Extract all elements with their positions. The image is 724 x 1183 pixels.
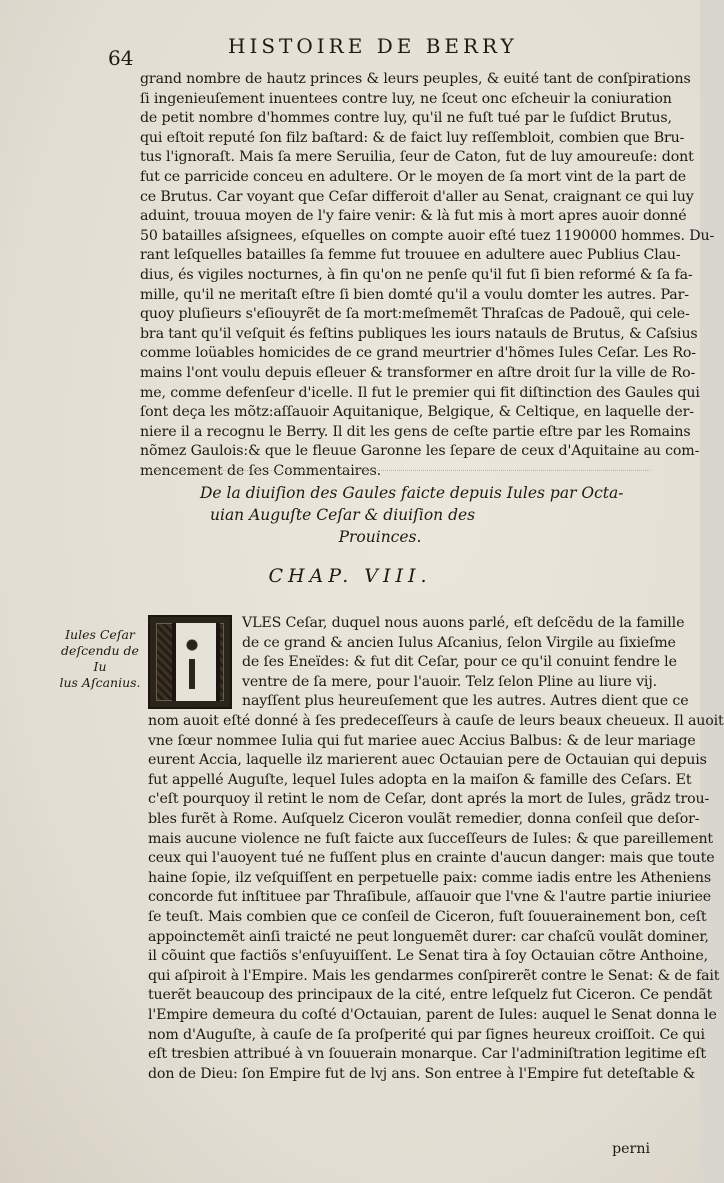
paragraph-1 [140,70,715,481]
text-line: nom auoit eſté donné à ſes predeceſſeurs à cauſe de leurs beaux cheueux. Il auoit [148,713,724,729]
page-header [0,34,700,74]
text-line: vne ſœur nommee Iulia qui fut mariee auec Accius Balbus: & de leur mariage [148,732,696,749]
text-line: fut appellé Auguſte, lequel Iules adopta en la maiſon & famille des Ceſars. Et [148,771,692,788]
text-line: de ſes Eneïdes: & fut dit Ceſar, pour ce qu'il conuint fendre le [242,654,677,671]
text-line: tus l'ignoraſt. Mais ſa mere Seruilia, ſeur de Caton, fut de luy amoureuſe: dont [140,149,694,166]
text-line: quoy pluſieurs s'eſiouyrẽt de ſa mort:meſmemẽt Thraſcas de Padouẽ, qui cele- [140,306,690,323]
text-line: il cõuint que factiõs s'enſuyuiſſent. Le Senat tira à ſoy Octauian cõtre Anthoine, [148,948,708,965]
margin-note-line: lus Aſcanius. [59,675,141,690]
text-line: de ce grand & ancien Iulus Aſcanius, ſelon Virgile au ſixieſme [242,634,676,651]
text-line: mais aucune violence ne fuſt faicte aux ſucceſſeurs de Iules: & que pareillement [148,830,713,847]
text-line: me, comme defenſeur d'icelle. Il fut le premier qui fit diſtinction des Gaules qui [140,384,700,401]
text-line: ſi ingenieuſement inuentees contre luy, ne ſceut onc eſcheuir la coniuration [140,90,672,107]
paragraph-2 [148,712,724,1084]
text-line: fut ce parricide conceu en adultere. Or le moyen de ſa mort vint de la part de [140,168,687,185]
text-line: dius, és vigiles nocturnes, à fin qu'on ne penſe qu'il fut ſi bien reformé & ſa fa- [140,266,693,283]
text-line: mains l'ont voulu depuis eſleuer & transformer en aſtre droit ſur la ville de Ro- [140,364,696,381]
section-title [200,482,650,548]
catchword: perni [612,1141,650,1157]
section-title-line: uian Auguſte Ceſar & diuiſion des [210,506,476,524]
text-line: bles furẽt à Rome. Auſquelz Ciceron voulãt remedier, donna conſeil que deſor- [148,810,700,827]
text-line: de petit nombre d'hommes contre luy, qu'il ne fuſt tué par le ſuſdict Brutus, [140,110,672,127]
running-title: HISTOIRE DE BERRY [228,34,518,58]
text-line: concorde fut inſtituee par Thraſibule, aſſauoir que l'vne & l'autre partie iniuriee [148,889,712,906]
text-line: mille, qu'il ne meritaſt eſtre ſi bien domté qu'il a voulu domter les autres. Par- [140,286,689,303]
text-line: 50 batailles aſsignees, eſquelles on compte auoir eſté tuez 1190000 hommes. Du- [140,227,715,244]
text-line: comme loüables homicides de ce grand meurtrier d'hõmes Iules Ceſar. Les Ro- [140,345,696,362]
margin-note [58,627,142,691]
text-line: haine ſopie, ilz veſquiſſent en perpetuelle paix: comme iadis entre les Atheniens [148,869,712,886]
text-line: ventre de ſa mere, pour l'auoir. Telz ſelon Pline au liure vij. [242,673,657,690]
text-line: c'eſt pourquoy il retint le nom de Ceſar, dont aprés la mort de Iules, grãdz trou- [148,791,710,808]
text-line: qui aſpiroit à l'Empire. Mais les gendarmes conſpirerẽt contre le Senat: & de fait [148,967,720,984]
text-line: tuerẽt beaucoup des principaux de la cité, entre leſquelz fut Ciceron. Ce pendãt [148,987,713,1004]
text-line: rant leſquelles batailles ſa femme fut trouuee en adultere auec Publius Clau- [140,247,681,264]
decorated-initial-i-icon [148,615,232,709]
margin-note-line: deſcendu de Iu [61,643,139,674]
page-number: 64 [108,46,134,70]
text-line: l'Empire demeura du coſté d'Octauian, parent de Iules: auquel le Senat donna le [148,1006,717,1023]
text-line: ceux qui l'auoyent tué ne fuſſent plus en crainte d'aucun danger: mais que toute [148,850,715,867]
margin-note-line: Iules Ceſar [65,627,135,642]
chapter-heading: CHAP. VIII. [268,565,432,587]
text-line: nom d'Auguſte, à cauſe de ſa proſperité qui par ſignes heureux croiſſoit. Ce qui [148,1026,705,1043]
text-line: eſt tresbien attribué à vn ſouuerain monarque. Car l'adminiſtration legitime eſt [148,1046,706,1063]
section-title-line: De la diuiſion des Gaules faicte depuis Iules par Octa- [200,484,624,502]
text-line: ſe teuſt. Mais combien que ce conſeil de Ciceron, fuſt ſouuerainement bon, ceſt [148,908,707,925]
text-line: bra tant qu'il veſquit és feſtins publiques les iours natauls de Brutus, & Caſsius [140,325,698,342]
text-line: VLES Ceſar, duquel nous auons parlé, eſt deſcẽdu de la famille [242,615,685,631]
text-line: ce Brutus. Car voyant que Ceſar differoit d'aller au Senat, craignant ce qui luy [140,188,694,205]
text-line: grand nombre de hautz princes & leurs peuples, & euité tant de conſpirations [140,71,691,87]
text-line: nayſſent plus heureuſement que les autres. Autres dient que ce [242,693,689,710]
text-line: don de Dieu: ſon Empire fut de lvj ans. Son entree à l'Empire fut deteſtable & [148,1065,696,1082]
text-line: nõmez Gaulois:& que le fleuue Garonne les ſepare de ceux d'Aquitaine au com- [140,443,700,460]
text-line: niere il a recognu le Berry. Il dit les gens de ceſte partie eſtre par les Romains [140,423,691,440]
paragraph-2-indented [242,614,689,712]
text-line: eurent Accia, laquelle ilz marierent auec Octauian pere de Octauian qui depuis [148,752,707,769]
text-line: aduint, trouua moyen de l'y faire venir: & là fut mis à mort apres auoir donné [140,208,687,225]
section-title-line: Prouinces. [338,528,422,546]
text-line: appoinctemẽt ainſi traicté ne peut longuemẽt durer: car chaſcũ voulãt dominer, [148,928,709,945]
text-line: ſont deça les mõtz:aſſauoir Aquitanique, Belgique, & Celtique, en laquelle der- [140,404,694,421]
text-line: mencement de ſes Commentaires. [140,462,381,479]
text-line: qui eſtoit reputé ſon filz baſtard: & de faict luy reſſembloit, combien que Bru- [140,129,685,146]
faint-rule [150,470,650,472]
